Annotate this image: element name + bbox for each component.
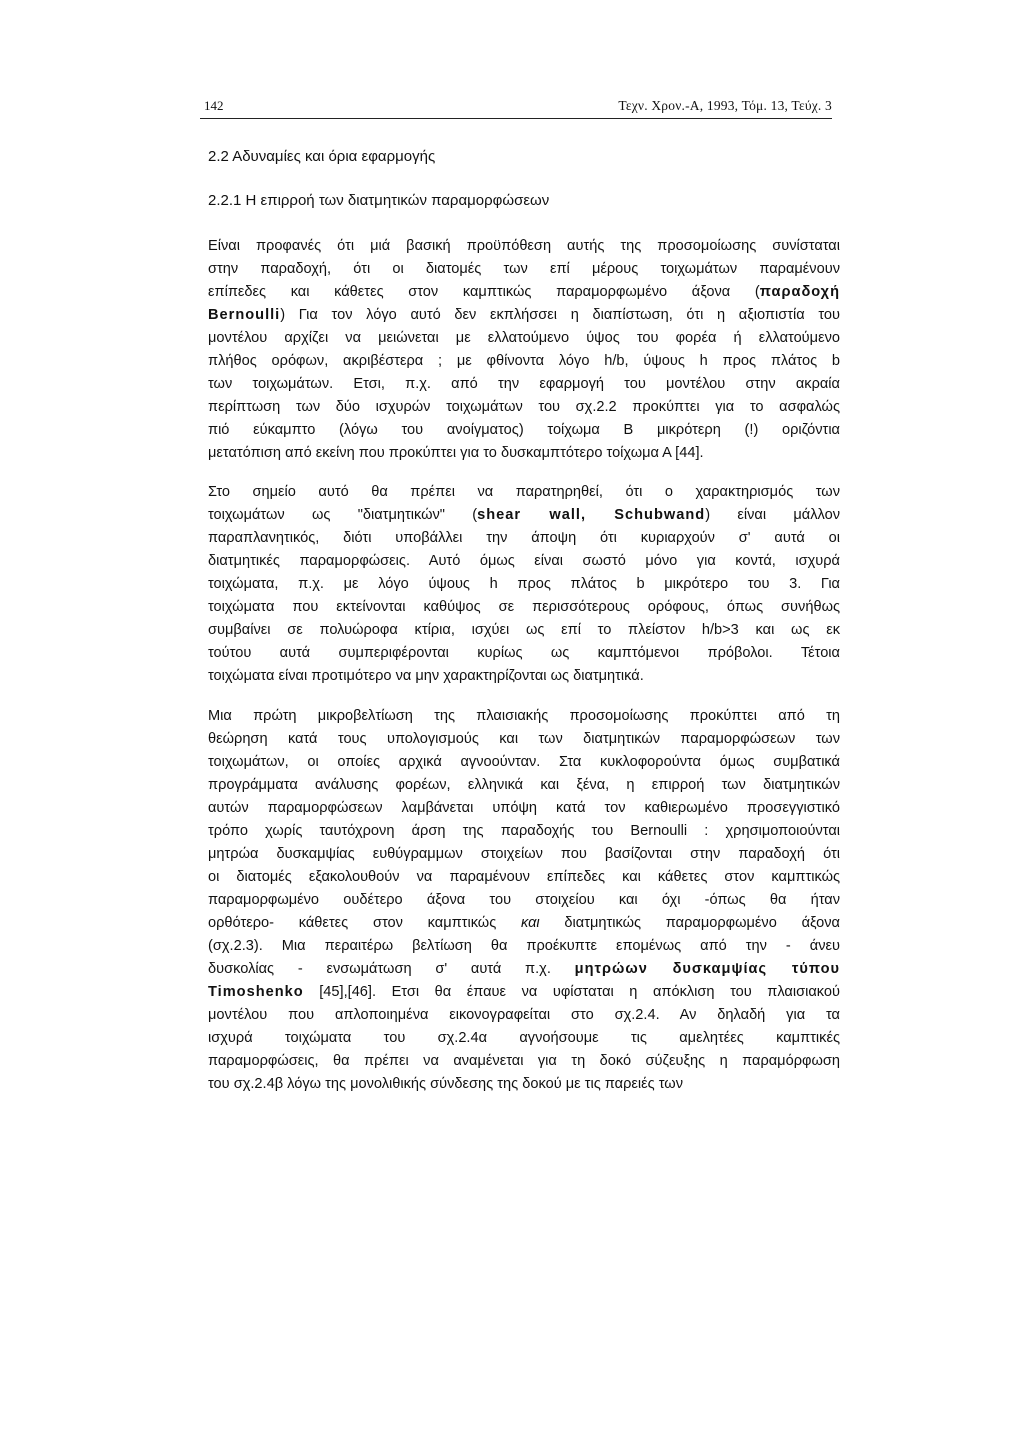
text-span: Είναι προφανές ότι μιά βασική προϋπόθεση αυτής της προσομοίωσης συνίσταται xyxy=(208,238,840,254)
section-title: 2.2 Αδυναμίες και όρια εφαρμογής xyxy=(208,148,436,165)
text-line xyxy=(208,373,840,396)
text-span: τοιχώματα, π.χ. με λόγο ύψους h προς πλάτος b μικρότερο του 3. Για xyxy=(208,576,840,592)
text-span: παραμορφωμένο ουδέτερο άξονα του στοιχείου και όχι -όπως θα ήταν xyxy=(208,892,840,908)
text-span: προγράμματα ανάλυσης φορέων, ελληνικά και ξένα, η επιρροή των διατμητικών xyxy=(208,777,840,793)
text-span: συμβαίνει σε πολυώροφα κτίρια, ισχύει ως επί το πλείστον h/b>3 και ως εκ xyxy=(208,622,840,638)
journal-citation: Τεχν. Χρον.-Α, 1993, Τόμ. 13, Τεύχ. 3 xyxy=(618,98,832,113)
text-line xyxy=(208,419,840,442)
text-line xyxy=(208,350,840,373)
text-line xyxy=(208,751,840,774)
text-line xyxy=(208,504,840,527)
text-span: μετατόπιση από εκείνη που προκύπτει για το δυσκαμπτότερο τοίχωμα Α [44]. xyxy=(208,445,704,461)
bold-text: παραδοχή xyxy=(759,284,840,300)
text-span: τοιχωμάτων ως "διατμητικών" ( xyxy=(208,507,478,523)
text-span: μητρώα δυσκαμψίας ευθύγραμμων στοιχείων που βασίζονται στην παραδοχή ότι xyxy=(208,846,840,862)
text-line xyxy=(208,797,840,820)
text-line xyxy=(208,596,840,619)
text-line xyxy=(208,235,840,258)
text-span: του σχ.2.4β λόγω της μονολιθικής σύνδεσης της δοκού με τις παρειές των xyxy=(208,1076,683,1092)
text-line xyxy=(208,396,840,419)
text-span: αυτών παραμορφώσεων λαμβάνεται υπόψη κατά τον καθιερωμένο προσεγγιστικό xyxy=(208,800,840,816)
text-span: ορθότερο- κάθετες στον καμπτικώς xyxy=(208,915,521,931)
text-line xyxy=(208,327,840,350)
text-span: τοιχωμάτων, οι οποίες αρχικά αγνοούνταν. Στα κυκλοφορούντα όμως συμβατικά xyxy=(208,754,840,770)
text-span: τούτου αυτά συμπεριφέρονται κυρίως ως καμπτόμενοι πρόβολοι. Τέτοια xyxy=(208,645,840,661)
text-span: πλήθος ορόφων, ακριβέστερα ; με φθίνοντα λόγο h/b, ύψους h προς πλάτος b xyxy=(208,353,840,369)
text-span: πιό εύκαμπτο (λόγω του ανοίγματος) τοίχωμα Β μικρότερη (!) οριζόντια xyxy=(208,422,840,438)
text-span: στην παραδοχή, ότι οι διατομές των επί μέρους τοιχωμάτων παραμένουν xyxy=(208,261,840,277)
text-line xyxy=(208,981,840,1004)
italic-text: και xyxy=(520,915,540,931)
text-span: (σχ.2.3). Μια περαιτέρω βελτίωση θα προέκυπτε επομένως από την - άνευ xyxy=(208,938,840,954)
text-line xyxy=(208,1027,840,1050)
paragraph-1 xyxy=(208,235,840,465)
bold-text: Bernoulli xyxy=(208,307,281,323)
text-line xyxy=(208,774,840,797)
subsection-title: 2.2.1 Η επιρροή των διατμητικών παραμορφώσεων xyxy=(208,192,550,209)
text-line xyxy=(208,935,840,958)
text-span: μοντέλου που απλοποιημένα εικονογραφείται στο σχ.2.4. Αν δηλαδή για τα xyxy=(208,1007,840,1023)
text-span: Στο σημείο αυτό θα πρέπει να παρατηρηθεί, ότι ο χαρακτηρισμός των xyxy=(208,484,840,500)
text-span: παραμορφώσεις, θα πρέπει να αναμένεται για τη δοκό σύζευξης η παραμόρφωση xyxy=(208,1053,840,1069)
text-span: [45],[46]. Ετσι θα έπαυε να υφίσταται η απόκλιση του πλαισιακού xyxy=(303,984,840,1000)
text-span: Μια πρώτη μικροβελτίωση της πλαισιακής προσομοίωσης προκύπτει από τη xyxy=(208,708,840,724)
paragraph-2 xyxy=(208,481,840,688)
bold-text: μητρώων δυσκαμψίας τύπου xyxy=(574,961,840,977)
text-line xyxy=(208,728,840,751)
text-line xyxy=(208,843,840,866)
text-span: θεώρηση κατά τους υπολογισμούς και των διατμητικών παραμορφώσεων των xyxy=(208,731,840,747)
text-line xyxy=(208,304,840,327)
text-line xyxy=(208,527,840,550)
text-line xyxy=(208,958,840,981)
text-span: τοιχώματα είναι προτιμότερο να μην χαρακτηρίζονται ως διατμητικά. xyxy=(208,668,644,684)
bold-text: Timoshenko xyxy=(208,984,304,1000)
text-line xyxy=(208,573,840,596)
text-line xyxy=(208,550,840,573)
text-span: διατμητικές παραμορφώσεις. Αυτό όμως είναι σωστό μόνο για κοντά, ισχυρά xyxy=(208,553,840,569)
text-line xyxy=(208,642,840,665)
text-line xyxy=(208,281,840,304)
text-span: μοντέλου αρχίζει να μειώνεται με ελλατούμενο ύψος του φορέα ή ελλατούμενο xyxy=(208,330,840,346)
text-span: ) είναι μάλλον xyxy=(705,507,840,523)
text-line xyxy=(208,820,840,843)
text-line xyxy=(208,889,840,912)
text-span: παραπλανητικός, διότι υποβάλλει την άποψη ότι κυριαρχούν σ' αυτά οι xyxy=(208,530,840,546)
bold-text: shear wall, Schubwand xyxy=(477,507,706,523)
text-line xyxy=(208,481,840,504)
text-line xyxy=(208,258,840,281)
text-span: τρόπο χωρίς ταυτόχρονη άρση της παραδοχής του Bernoulli : χρησιμοποιούνται xyxy=(208,823,840,839)
text-line xyxy=(208,1073,840,1096)
text-span: δυσκολίας - ενσωμάτωση σ' αυτά π.χ. xyxy=(208,961,575,977)
text-span: επίπεδες και κάθετες στον καμπτικώς παραμορφωμένο άξονα ( xyxy=(208,284,760,300)
text-line xyxy=(208,1050,840,1073)
text-line xyxy=(208,705,840,728)
text-span: περίπτωση των δύο ισχυρών τοιχωμάτων του σχ.2.2 προκύπτει για το ασφαλώς xyxy=(208,399,840,415)
text-span: ισχυρά τοιχώματα του σχ.2.4α αγνοήσουμε τις αμελητέες καμπτικές xyxy=(208,1030,840,1046)
text-span: ) Για τον λόγο αυτό δεν εκπλήσσει η διαπίστωση, ότι η αξιοπιστία του xyxy=(280,307,840,323)
text-line xyxy=(208,912,840,935)
page-number: 142 xyxy=(204,98,224,113)
running-header xyxy=(200,96,832,119)
text-line xyxy=(208,866,840,889)
text-span: τοιχώματα που εκτείνονται καθύψος σε περισσότερους ορόφους, όπως συνήθως xyxy=(208,599,840,615)
paragraph-3 xyxy=(208,705,840,1096)
text-line xyxy=(208,1004,840,1027)
text-span: διατμητικώς παραμορφωμένο άξονα xyxy=(539,915,840,931)
text-line xyxy=(208,619,840,642)
text-line xyxy=(208,442,840,465)
text-span: των τοιχωμάτων. Ετσι, π.χ. από την εφαρμογή του μοντέλου στην ακραία xyxy=(208,376,840,392)
text-span: οι διατομές εξακολουθούν να παραμένουν επίπεδες και κάθετες στον καμπτικώς xyxy=(208,869,840,885)
text-line xyxy=(208,665,840,688)
